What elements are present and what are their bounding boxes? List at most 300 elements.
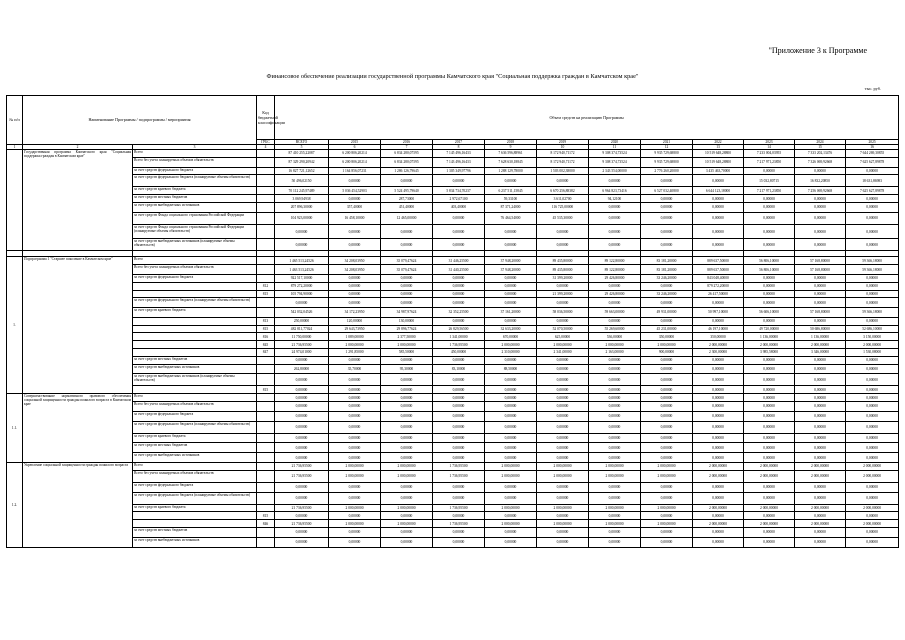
amount-total: 24 974,01000: [275, 349, 329, 357]
table-row: [7, 356, 899, 364]
amount-year: 5 524 495,79640: [381, 187, 433, 195]
amount-year: 1 736,95500: [433, 520, 485, 528]
grbs-code: [257, 504, 275, 512]
funding-source: за счет средств федерального бюджета: [133, 482, 257, 492]
amount-year: 0,00000: [381, 239, 433, 251]
amount-year: 0,00000: [795, 374, 846, 386]
amount-year: 0,00000: [641, 203, 693, 213]
amount-year: 0,00000: [537, 402, 589, 412]
amount-year: 2 000,00000: [381, 341, 433, 349]
grbs-code: [257, 257, 275, 265]
appendix-label: "Приложение 3 к Программе: [768, 46, 867, 55]
amount-year: 2 000,00000: [641, 470, 693, 482]
grbs-code: [257, 298, 275, 308]
funding-source: за счет средств федерального бюджета: [133, 167, 257, 175]
amount-year: 6 237 511,15845: [485, 187, 537, 195]
amount-year: 0,00000: [744, 356, 795, 364]
amount-year: 0,00000: [433, 421, 485, 433]
amount-year: 7 217 971,23850: [744, 157, 795, 167]
amount-year: 2 000,00000: [744, 520, 795, 528]
amount-year: 0,00000: [693, 453, 744, 463]
amount-year: 2 000,00000: [537, 504, 589, 512]
amount-year: 0,00000: [641, 364, 693, 374]
amount-year: 83,10000: [433, 364, 485, 374]
funding-source: за счет средств местных бюджетов: [133, 195, 257, 203]
header-name: Наименование Программы / подпрограммы / мероприятия: [23, 96, 257, 145]
amount-year: 0,00000: [329, 411, 381, 421]
amount-year: 45 535,30000: [537, 212, 589, 224]
amount-year: 0,00000: [693, 386, 744, 394]
amount-year: 1 736,95500: [433, 341, 485, 349]
amount-year: 2 972,67100: [433, 195, 485, 203]
amount-total: 87 329 290,20942: [275, 157, 329, 167]
amount-year: 0,00000: [693, 433, 744, 443]
amount-year: 7 625 627,89878: [846, 157, 899, 167]
amount-total: 21 736,95500: [275, 341, 329, 349]
amount-year: 31 440,25500: [433, 265, 485, 275]
amount-year: 0,00000: [744, 317, 795, 325]
amount-total: 11 750,00000: [275, 333, 329, 341]
amount-year: 1 288 129,78000: [485, 167, 537, 175]
amount-year: 0,00000: [693, 402, 744, 412]
amount-year: 0,00000: [537, 364, 589, 374]
amount-year: 0,00000: [693, 443, 744, 453]
amount-year: 0,00000: [589, 356, 641, 364]
amount-year: 0,00000: [641, 402, 693, 412]
amount-year: 0,00000: [381, 298, 433, 308]
table-row: [7, 167, 899, 175]
amount-year: 0,00000: [846, 433, 899, 443]
amount-year: 0,00000: [537, 537, 589, 547]
amount-year: 0,00000: [537, 298, 589, 308]
table-row: [7, 282, 899, 290]
amount-year: 1 341,00000: [433, 333, 485, 341]
amount-year: 0,00000: [795, 239, 846, 251]
amount-year: 0,00000: [537, 443, 589, 453]
amount-year: 89 122,80000: [589, 265, 641, 275]
amount-year: 0,00000: [381, 274, 433, 282]
amount-year: 2 000,00000: [485, 504, 537, 512]
table-row: [7, 308, 899, 318]
amount-year: 0,00000: [693, 482, 744, 492]
table-row: [7, 528, 899, 538]
funding-source: за счет средств федерального бюджета: [133, 274, 257, 282]
amount-year: 536,00000: [589, 333, 641, 341]
amount-total: 0,00000: [275, 224, 329, 239]
amount-year: 0,00000: [846, 274, 899, 282]
amount-year: 0,00000: [589, 402, 641, 412]
table-row: [7, 421, 899, 433]
amount-year: 0,00000: [589, 528, 641, 538]
grbs-code: 813: [257, 317, 275, 325]
header-year: 2015: [329, 140, 381, 145]
amount-year: 0,00000: [795, 386, 846, 394]
grbs-code: 846: [257, 520, 275, 528]
amount-year: 2 000,00000: [641, 504, 693, 512]
column-index: 10: [537, 145, 589, 150]
amount-year: 0,00000: [329, 224, 381, 239]
amount-year: 0,00000: [589, 453, 641, 463]
amount-year: 843 048,40000: [693, 274, 744, 282]
table-row: [7, 411, 899, 421]
amount-year: 0,00000: [589, 386, 641, 394]
amount-year: 0,00000: [641, 453, 693, 463]
amount-year: 0,00000: [433, 482, 485, 492]
amount-year: 0,00000: [744, 394, 795, 402]
amount-year: 52 686,10000: [846, 325, 899, 333]
amount-year: 1 736,95500: [433, 470, 485, 482]
amount-total: 0,00000: [275, 453, 329, 463]
amount-year: 0,00000: [537, 239, 589, 251]
amount-year: 2 000,00000: [795, 470, 846, 482]
amount-year: 0,00000: [846, 317, 899, 325]
amount-year: 0,00000: [846, 492, 899, 504]
funding-source: [133, 386, 257, 394]
amount-year: 0,00000: [537, 356, 589, 364]
amount-year: 0,00000: [433, 224, 485, 239]
amount-year: 0,00000: [846, 282, 899, 290]
table-row: [7, 157, 899, 167]
amount-year: 2 000,00000: [329, 463, 381, 471]
amount-year: 2 000,00000: [381, 504, 433, 512]
amount-year: 0,00000: [846, 195, 899, 203]
amount-year: 2 341,00000: [537, 349, 589, 357]
amount-year: 0,00000: [846, 537, 899, 547]
amount-year: 0,00000: [846, 203, 899, 213]
amount-year: 0,00000: [693, 537, 744, 547]
amount-year: 0,00000: [433, 512, 485, 520]
funding-source: за счет средств краевого бюджета: [133, 433, 257, 443]
amount-year: 2 000,00000: [485, 463, 537, 471]
amount-year: 49 931,00000: [641, 308, 693, 318]
grbs-code: [257, 492, 275, 504]
amount-year: 0,00000: [589, 374, 641, 386]
grbs-code: [257, 433, 275, 443]
funding-source: за счет средств внебюджетных источников: [133, 537, 257, 547]
amount-year: 0,00000: [381, 528, 433, 538]
amount-year: 0,00000: [693, 203, 744, 213]
amount-total: 0,00000: [275, 482, 329, 492]
amount-year: 0,00000: [433, 492, 485, 504]
amount-year: 0,00000: [433, 239, 485, 251]
amount-year: 0,00000: [846, 212, 899, 224]
program-item-name: Государственная программа Камчатского края "Социальная поддержка граждан в Камчатском крае": [23, 150, 133, 251]
header-year: 2019: [537, 140, 589, 145]
grbs-code: [257, 239, 275, 251]
finance-table-wrapper: [6, 95, 898, 548]
table-row: [7, 349, 899, 357]
amount-year: 1 305 349,97796: [433, 167, 485, 175]
grbs-code: 845: [257, 341, 275, 349]
funding-source: за счет средств внебюджетных источников (планируемые объемы обязательств): [133, 239, 257, 251]
amount-year: 0,00000: [641, 443, 693, 453]
amount-year: 0,00000: [846, 482, 899, 492]
amount-year: 94,12100: [589, 195, 641, 203]
amount-year: 0,00000: [433, 528, 485, 538]
grbs-code: 812: [257, 282, 275, 290]
amount-year: 0,00000: [744, 411, 795, 421]
amount-year: 56 806,10000: [744, 257, 795, 265]
grbs-code: [257, 308, 275, 318]
amount-total: 879 272,20000: [275, 282, 329, 290]
funding-source: за счет средств внебюджетных источников: [133, 203, 257, 213]
amount-year: 0,00000: [641, 421, 693, 433]
grbs-code: [257, 175, 275, 187]
amount-year: 0,00000: [329, 492, 381, 504]
amount-year: 55 269,60000: [589, 325, 641, 333]
amount-year: 0,00000: [485, 537, 537, 547]
amount-year: 6 964 823,73416: [589, 187, 641, 195]
amount-year: 0,00000: [329, 356, 381, 364]
amount-year: 89 435,80000: [537, 265, 589, 275]
column-index: 12: [641, 145, 693, 150]
amount-year: 0,00000: [537, 512, 589, 520]
amount-year: 2 310,00000: [485, 349, 537, 357]
amount-year: 2 000,00000: [846, 470, 899, 482]
amount-year: 0,00000: [846, 224, 899, 239]
amount-total: 0,00000: [275, 528, 329, 538]
table-row: [7, 374, 899, 386]
table-row: [7, 224, 899, 239]
amount-year: 0,00000: [381, 175, 433, 187]
amount-year: 2 000,00000: [795, 341, 846, 349]
amount-year: 7 145 496,16433: [433, 150, 485, 158]
amount-total: 87 410 255,22087: [275, 150, 329, 158]
amount-year: 29 896,77624: [381, 325, 433, 333]
amount-year: 0,00000: [641, 224, 693, 239]
amount-year: 37 948,20000: [485, 265, 537, 275]
amount-year: 0,00000: [329, 421, 381, 433]
amount-total: 0,00000: [275, 421, 329, 433]
amount-year: 0,00000: [744, 386, 795, 394]
amount-year: 0,00000: [846, 239, 899, 251]
amount-year: 0,00000: [641, 374, 693, 386]
amount-year: 0,00000: [381, 386, 433, 394]
amount-year: 0,00000: [641, 411, 693, 421]
funding-source: Всего: [133, 394, 257, 402]
amount-year: 6 670 256,88382: [537, 187, 589, 195]
amount-year: 0,00000: [744, 443, 795, 453]
header-year: 2018: [485, 140, 537, 145]
table-row: [7, 239, 899, 251]
amount-year: 0,00000: [329, 290, 381, 298]
funding-source: за счет средств федерального бюджета (планируемые объемы обязательств): [133, 175, 257, 187]
amount-year: 2 343 554,00000: [589, 167, 641, 175]
table-row: [7, 265, 899, 275]
amount-total: 0,00000: [275, 298, 329, 308]
table-row: [7, 537, 899, 547]
amount-year: 0,00000: [846, 394, 899, 402]
amount-year: 0,00000: [485, 433, 537, 443]
amount-year: 0,00000: [589, 394, 641, 402]
amount-total: 104 923,00000: [275, 212, 329, 224]
amount-year: 0,00000: [485, 394, 537, 402]
amount-year: 0,00000: [693, 195, 744, 203]
amount-year: 5 834 734,70237: [433, 187, 485, 195]
amount-year: 0,00000: [589, 411, 641, 421]
header-year: 2022: [693, 140, 744, 145]
amount-year: 451,40000: [381, 203, 433, 213]
funding-source: за счет средств федерального бюджета: [133, 411, 257, 421]
amount-year: 2 000,00000: [846, 341, 899, 349]
amount-year: 32 352,25500: [433, 308, 485, 318]
grbs-code: [257, 203, 275, 213]
amount-year: 95,30000: [381, 364, 433, 374]
amount-year: 0,00000: [329, 482, 381, 492]
amount-year: 2 000,00000: [589, 504, 641, 512]
amount-year: 0,00000: [381, 453, 433, 463]
table-row: [7, 317, 899, 325]
units-label: тыс. руб.: [864, 86, 881, 91]
amount-year: 7 217 971,23850: [744, 187, 795, 195]
amount-year: 0,00000: [641, 433, 693, 443]
amount-year: 1 136,00000: [744, 333, 795, 341]
amount-year: 1 530,08000: [846, 349, 899, 357]
table-row: [7, 175, 899, 187]
amount-year: 0,00000: [744, 298, 795, 308]
program-item-name: Совершенствование нормативного правового обеспечения социальной защищенности граждан пожилого возраста в Камчатском крае: [23, 394, 133, 463]
amount-total: 0,00000: [275, 411, 329, 421]
grbs-code: [257, 537, 275, 547]
column-index: 16: [846, 145, 899, 150]
amount-total: 0,00000: [275, 443, 329, 453]
header-year: 2016: [381, 140, 433, 145]
amount-year: 2 000,00000: [589, 470, 641, 482]
amount-year: 0,00000: [693, 298, 744, 308]
amount-total: 105 794,90000: [275, 290, 329, 298]
amount-year: 350,00000: [693, 333, 744, 341]
amount-year: 0,00000: [485, 175, 537, 187]
grbs-code: 815: [257, 290, 275, 298]
amount-year: 2 000,00000: [693, 470, 744, 482]
amount-year: 2 000,00000: [795, 463, 846, 471]
amount-year: 0,00000: [795, 394, 846, 402]
amount-total: 50 496,02150: [275, 175, 329, 187]
amount-year: 2 000,00000: [537, 520, 589, 528]
amount-year: 0,00000: [795, 482, 846, 492]
amount-year: 889 637,50000: [693, 257, 744, 265]
amount-year: 3 985,58000: [744, 349, 795, 357]
amount-year: 0,00000: [693, 317, 744, 325]
amount-year: 0,00000: [693, 239, 744, 251]
amount-year: 0,00000: [589, 492, 641, 504]
amount-year: 34 987,97624: [381, 308, 433, 318]
amount-year: 0,00000: [381, 282, 433, 290]
amount-year: 0,00000: [589, 212, 641, 224]
amount-year: 2 000,00000: [381, 470, 433, 482]
amount-year: 0,00000: [641, 195, 693, 203]
amount-year: 0,00000: [589, 298, 641, 308]
amount-year: 49 720,00000: [744, 325, 795, 333]
amount-year: 0,00000: [433, 356, 485, 364]
amount-year: 0,00000: [744, 512, 795, 520]
amount-year: 0,00000: [589, 482, 641, 492]
amount-year: 0,00000: [744, 433, 795, 443]
amount-year: 0,00000: [537, 175, 589, 187]
amount-year: 2 000,00000: [641, 520, 693, 528]
amount-year: 6 834 280,07595: [381, 150, 433, 158]
amount-year: 0,00000: [537, 492, 589, 504]
amount-year: 2 000,00000: [329, 520, 381, 528]
header-total: ВСЕГО: [275, 140, 329, 145]
amount-year: 0,00000: [846, 453, 899, 463]
amount-year: 2 000,00000: [693, 520, 744, 528]
amount-year: 2 000,00000: [485, 520, 537, 528]
amount-year: 89 435,80000: [537, 257, 589, 265]
amount-year: 0,00000: [795, 402, 846, 412]
amount-year: 9 308 374,73524: [589, 157, 641, 167]
amount-year: 0,00000: [846, 421, 899, 433]
amount-year: 35,70000: [329, 364, 381, 374]
amount-year: 0,00000: [641, 537, 693, 547]
amount-total: 21 736,95500: [275, 470, 329, 482]
amount-year: 0,00000: [485, 282, 537, 290]
amount-year: 0,00000: [795, 537, 846, 547]
table-row: [7, 333, 899, 341]
amount-year: 0,00000: [744, 528, 795, 538]
amount-year: 7 636 596,88961: [485, 150, 537, 158]
funding-source: Всего без учета планируемых объемов обязательств: [133, 265, 257, 275]
amount-year: 0,00000: [744, 195, 795, 203]
table-row: [7, 470, 899, 482]
amount-year: 0,00000: [485, 492, 537, 504]
amount-year: 0,00000: [589, 537, 641, 547]
amount-year: 7 256 069,92668: [795, 187, 846, 195]
row-number: [7, 150, 23, 251]
amount-year: 0,00000: [744, 453, 795, 463]
header-year: 2020: [589, 140, 641, 145]
amount-year: 35 079,47624: [381, 265, 433, 275]
amount-year: 0,00000: [329, 386, 381, 394]
grbs-code: [257, 394, 275, 402]
amount-year: 130,00000: [381, 317, 433, 325]
amount-year: 2 000,00000: [485, 341, 537, 349]
table-row: [7, 520, 899, 528]
amount-year: 0,00000: [433, 453, 485, 463]
amount-year: 0,00000: [485, 402, 537, 412]
header-volume: Объем средств на реализацию Программы: [275, 96, 899, 140]
grbs-code: [257, 212, 275, 224]
amount-year: 6 527 032,40800: [641, 187, 693, 195]
table-row: [7, 443, 899, 453]
amount-year: 450,00000: [433, 349, 485, 357]
amount-year: 0,00000: [589, 175, 641, 187]
funding-source: [133, 341, 257, 349]
amount-year: 0,00000: [795, 282, 846, 290]
amount-year: 2 000,00000: [537, 463, 589, 471]
amount-year: 0,00000: [795, 195, 846, 203]
amount-year: 0,00000: [744, 290, 795, 298]
amount-year: 0,00000: [381, 482, 433, 492]
column-index: 13: [693, 145, 744, 150]
table-row: [7, 195, 899, 203]
amount-year: 0,00000: [537, 374, 589, 386]
row-number: 1.: [7, 257, 23, 394]
amount-year: 7 628 630,18845: [485, 157, 537, 167]
grbs-code: 815: [257, 325, 275, 333]
amount-total: 207 896,30000: [275, 203, 329, 213]
amount-year: 1 736,95500: [433, 504, 485, 512]
amount-year: 0,00000: [846, 356, 899, 364]
amount-year: 34 208,03950: [329, 257, 381, 265]
amount-year: 0,00000: [641, 386, 693, 394]
amount-year: 0,00000: [329, 274, 381, 282]
amount-year: 0,00000: [693, 224, 744, 239]
amount-year: 0,00000: [329, 374, 381, 386]
amount-year: 0,00000: [744, 224, 795, 239]
amount-year: 0,00000: [744, 374, 795, 386]
grbs-code: 847: [257, 349, 275, 357]
